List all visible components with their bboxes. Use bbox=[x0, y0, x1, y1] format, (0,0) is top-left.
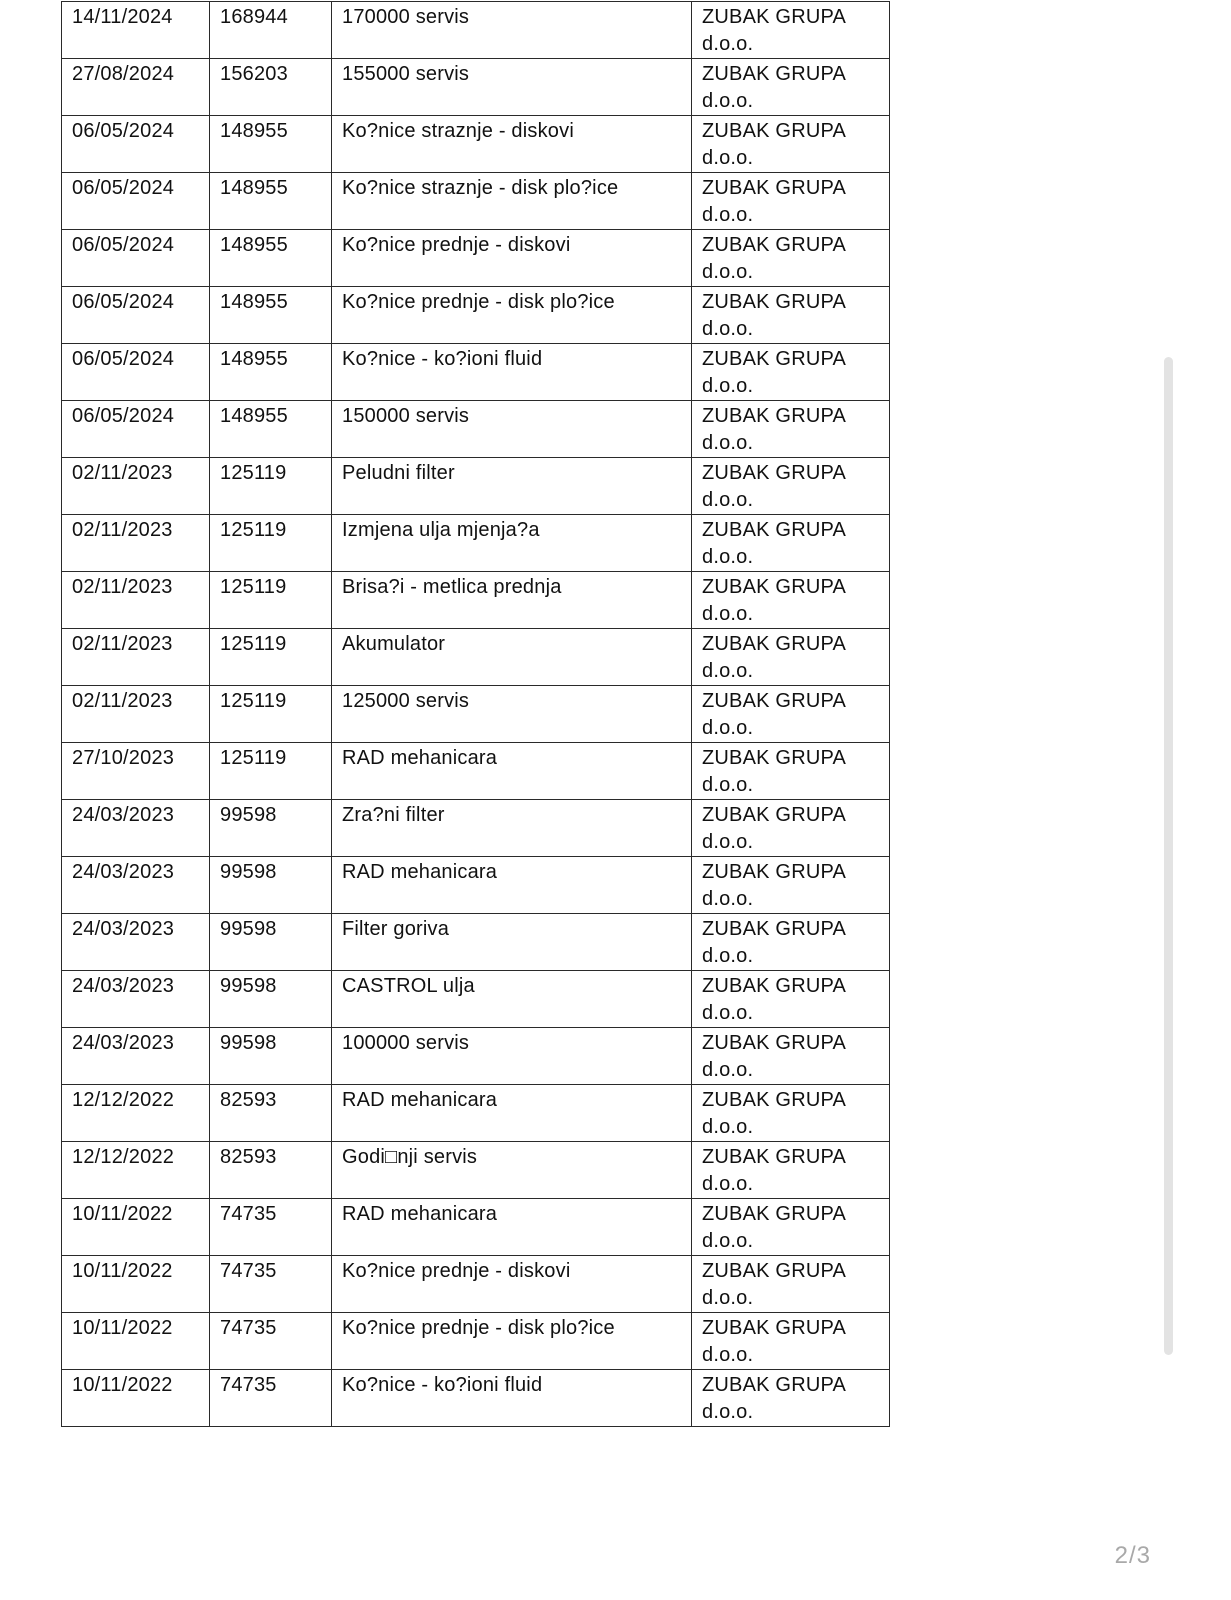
order-number-cell: 74735 bbox=[210, 1313, 332, 1370]
date-cell: 14/11/2024 bbox=[62, 2, 210, 59]
description-cell: Ko?nice prednje - diskovi bbox=[332, 230, 692, 287]
description-cell: Akumulator bbox=[332, 629, 692, 686]
company-cell bbox=[692, 1313, 890, 1370]
company-name: ZUBAK GRUPA bbox=[702, 975, 847, 997]
date-cell: 24/03/2023 bbox=[62, 857, 210, 914]
order-number-cell: 156203 bbox=[210, 59, 332, 116]
company-suffix: d.o.o. bbox=[702, 1059, 754, 1081]
company-cell bbox=[692, 800, 890, 857]
company-name: ZUBAK GRUPA bbox=[702, 861, 847, 883]
company-name: ZUBAK GRUPA bbox=[702, 1374, 847, 1396]
date-cell: 02/11/2023 bbox=[62, 572, 210, 629]
company-name: ZUBAK GRUPA bbox=[702, 405, 847, 427]
company-cell bbox=[692, 1256, 890, 1313]
order-number-cell: 99598 bbox=[210, 914, 332, 971]
company-name: ZUBAK GRUPA bbox=[702, 234, 847, 256]
description-cell: 150000 servis bbox=[332, 401, 692, 458]
company-cell bbox=[692, 2, 890, 59]
company-suffix: d.o.o. bbox=[702, 831, 754, 853]
date-cell: 06/05/2024 bbox=[62, 287, 210, 344]
company-name: ZUBAK GRUPA bbox=[702, 804, 847, 826]
company-cell bbox=[692, 59, 890, 116]
date-cell: 12/12/2022 bbox=[62, 1085, 210, 1142]
date-cell: 10/11/2022 bbox=[62, 1199, 210, 1256]
company-cell bbox=[692, 572, 890, 629]
date-cell: 24/03/2023 bbox=[62, 1028, 210, 1085]
company-suffix: d.o.o. bbox=[702, 90, 754, 112]
service-history-table bbox=[61, 1, 890, 1427]
table-row bbox=[62, 1370, 890, 1427]
company-name: ZUBAK GRUPA bbox=[702, 1203, 847, 1225]
company-suffix: d.o.o. bbox=[702, 1344, 754, 1366]
description-cell: Ko?nice prednje - diskovi bbox=[332, 1256, 692, 1313]
company-name: ZUBAK GRUPA bbox=[702, 633, 847, 655]
description-cell: 125000 servis bbox=[332, 686, 692, 743]
description-cell: 170000 servis bbox=[332, 2, 692, 59]
company-name: ZUBAK GRUPA bbox=[702, 690, 847, 712]
date-cell: 24/03/2023 bbox=[62, 800, 210, 857]
description-cell: Ko?nice prednje - disk plo?ice bbox=[332, 1313, 692, 1370]
order-number-cell: 99598 bbox=[210, 857, 332, 914]
table-row bbox=[62, 401, 890, 458]
order-number-cell: 125119 bbox=[210, 686, 332, 743]
company-cell bbox=[692, 1142, 890, 1199]
page-indicator: 2/3 bbox=[1114, 1542, 1151, 1569]
company-name: ZUBAK GRUPA bbox=[702, 918, 847, 940]
date-cell: 24/03/2023 bbox=[62, 914, 210, 971]
description-cell: Filter goriva bbox=[332, 914, 692, 971]
date-cell: 10/11/2022 bbox=[62, 1370, 210, 1427]
order-number-cell: 74735 bbox=[210, 1256, 332, 1313]
order-number-cell: 125119 bbox=[210, 515, 332, 572]
table-row bbox=[62, 1256, 890, 1313]
company-suffix: d.o.o. bbox=[702, 432, 754, 454]
company-suffix: d.o.o. bbox=[702, 888, 754, 910]
company-suffix: d.o.o. bbox=[702, 375, 754, 397]
company-cell bbox=[692, 230, 890, 287]
table-row bbox=[62, 629, 890, 686]
company-cell bbox=[692, 1028, 890, 1085]
order-number-cell: 82593 bbox=[210, 1142, 332, 1199]
date-cell: 27/08/2024 bbox=[62, 59, 210, 116]
table-row bbox=[62, 458, 890, 515]
table-row bbox=[62, 287, 890, 344]
table-row bbox=[62, 914, 890, 971]
company-cell bbox=[692, 287, 890, 344]
description-cell: Godi□nji servis bbox=[332, 1142, 692, 1199]
order-number-cell: 168944 bbox=[210, 2, 332, 59]
company-name: ZUBAK GRUPA bbox=[702, 6, 847, 28]
table-row bbox=[62, 1028, 890, 1085]
company-name: ZUBAK GRUPA bbox=[702, 1146, 847, 1168]
company-cell bbox=[692, 1085, 890, 1142]
company-suffix: d.o.o. bbox=[702, 1116, 754, 1138]
order-number-cell: 125119 bbox=[210, 458, 332, 515]
table-row bbox=[62, 2, 890, 59]
company-suffix: d.o.o. bbox=[702, 1287, 754, 1309]
table-row bbox=[62, 173, 890, 230]
description-cell: RAD mehanicara bbox=[332, 1085, 692, 1142]
table-row bbox=[62, 1085, 890, 1142]
order-number-cell: 148955 bbox=[210, 173, 332, 230]
company-name: ZUBAK GRUPA bbox=[702, 576, 847, 598]
company-cell bbox=[692, 1370, 890, 1427]
table-row bbox=[62, 800, 890, 857]
company-cell bbox=[692, 857, 890, 914]
order-number-cell: 148955 bbox=[210, 401, 332, 458]
table-row bbox=[62, 59, 890, 116]
order-number-cell: 74735 bbox=[210, 1370, 332, 1427]
company-cell bbox=[692, 401, 890, 458]
order-number-cell: 125119 bbox=[210, 743, 332, 800]
company-name: ZUBAK GRUPA bbox=[702, 348, 847, 370]
company-cell bbox=[692, 971, 890, 1028]
description-cell: Ko?nice straznje - disk plo?ice bbox=[332, 173, 692, 230]
company-cell bbox=[692, 629, 890, 686]
table-row bbox=[62, 116, 890, 173]
order-number-cell: 148955 bbox=[210, 344, 332, 401]
company-cell bbox=[692, 173, 890, 230]
company-name: ZUBAK GRUPA bbox=[702, 1032, 847, 1054]
table-row bbox=[62, 1199, 890, 1256]
table-row bbox=[62, 344, 890, 401]
description-cell: 100000 servis bbox=[332, 1028, 692, 1085]
company-suffix: d.o.o. bbox=[702, 1401, 754, 1423]
date-cell: 02/11/2023 bbox=[62, 629, 210, 686]
date-cell: 10/11/2022 bbox=[62, 1256, 210, 1313]
description-cell: RAD mehanicara bbox=[332, 743, 692, 800]
company-suffix: d.o.o. bbox=[702, 945, 754, 967]
company-cell bbox=[692, 515, 890, 572]
date-cell: 06/05/2024 bbox=[62, 116, 210, 173]
date-cell: 02/11/2023 bbox=[62, 686, 210, 743]
company-name: ZUBAK GRUPA bbox=[702, 120, 847, 142]
date-cell: 27/10/2023 bbox=[62, 743, 210, 800]
company-cell bbox=[692, 743, 890, 800]
order-number-cell: 99598 bbox=[210, 971, 332, 1028]
company-suffix: d.o.o. bbox=[702, 774, 754, 796]
company-suffix: d.o.o. bbox=[702, 33, 754, 55]
description-cell: Izmjena ulja mjenja?a bbox=[332, 515, 692, 572]
date-cell: 12/12/2022 bbox=[62, 1142, 210, 1199]
date-cell: 06/05/2024 bbox=[62, 173, 210, 230]
table-row bbox=[62, 857, 890, 914]
date-cell: 24/03/2023 bbox=[62, 971, 210, 1028]
company-suffix: d.o.o. bbox=[702, 489, 754, 511]
order-number-cell: 82593 bbox=[210, 1085, 332, 1142]
company-name: ZUBAK GRUPA bbox=[702, 1260, 847, 1282]
company-suffix: d.o.o. bbox=[702, 717, 754, 739]
description-cell: Zra?ni filter bbox=[332, 800, 692, 857]
description-cell: Ko?nice straznje - diskovi bbox=[332, 116, 692, 173]
company-suffix: d.o.o. bbox=[702, 546, 754, 568]
date-cell: 06/05/2024 bbox=[62, 230, 210, 287]
company-cell bbox=[692, 458, 890, 515]
table-row bbox=[62, 1142, 890, 1199]
date-cell: 02/11/2023 bbox=[62, 515, 210, 572]
company-cell bbox=[692, 344, 890, 401]
table-row bbox=[62, 1313, 890, 1370]
company-suffix: d.o.o. bbox=[702, 1173, 754, 1195]
order-number-cell: 99598 bbox=[210, 800, 332, 857]
date-cell: 10/11/2022 bbox=[62, 1313, 210, 1370]
description-cell: Ko?nice prednje - disk plo?ice bbox=[332, 287, 692, 344]
order-number-cell: 99598 bbox=[210, 1028, 332, 1085]
date-cell: 06/05/2024 bbox=[62, 344, 210, 401]
description-cell: Peludni filter bbox=[332, 458, 692, 515]
company-suffix: d.o.o. bbox=[702, 318, 754, 340]
description-cell: Ko?nice - ko?ioni fluid bbox=[332, 344, 692, 401]
table-row bbox=[62, 686, 890, 743]
description-cell: Brisa?i - metlica prednja bbox=[332, 572, 692, 629]
company-name: ZUBAK GRUPA bbox=[702, 63, 847, 85]
company-cell bbox=[692, 914, 890, 971]
order-number-cell: 74735 bbox=[210, 1199, 332, 1256]
company-cell bbox=[692, 686, 890, 743]
description-cell: RAD mehanicara bbox=[332, 857, 692, 914]
description-cell: 155000 servis bbox=[332, 59, 692, 116]
company-name: ZUBAK GRUPA bbox=[702, 462, 847, 484]
company-name: ZUBAK GRUPA bbox=[702, 1317, 847, 1339]
company-name: ZUBAK GRUPA bbox=[702, 747, 847, 769]
table-row bbox=[62, 743, 890, 800]
company-suffix: d.o.o. bbox=[702, 603, 754, 625]
company-name: ZUBAK GRUPA bbox=[702, 291, 847, 313]
description-cell: Ko?nice - ko?ioni fluid bbox=[332, 1370, 692, 1427]
order-number-cell: 148955 bbox=[210, 116, 332, 173]
order-number-cell: 125119 bbox=[210, 629, 332, 686]
company-suffix: d.o.o. bbox=[702, 1002, 754, 1024]
company-name: ZUBAK GRUPA bbox=[702, 519, 847, 541]
company-name: ZUBAK GRUPA bbox=[702, 1089, 847, 1111]
description-cell: RAD mehanicara bbox=[332, 1199, 692, 1256]
order-number-cell: 148955 bbox=[210, 230, 332, 287]
company-suffix: d.o.o. bbox=[702, 204, 754, 226]
table-row bbox=[62, 230, 890, 287]
order-number-cell: 125119 bbox=[210, 572, 332, 629]
order-number-cell: 148955 bbox=[210, 287, 332, 344]
table-row bbox=[62, 572, 890, 629]
table-body bbox=[62, 2, 890, 1427]
table-row bbox=[62, 515, 890, 572]
company-suffix: d.o.o. bbox=[702, 660, 754, 682]
scrollbar-thumb[interactable] bbox=[1164, 357, 1173, 1355]
company-cell bbox=[692, 116, 890, 173]
company-suffix: d.o.o. bbox=[702, 147, 754, 169]
date-cell: 02/11/2023 bbox=[62, 458, 210, 515]
company-cell bbox=[692, 1199, 890, 1256]
date-cell: 06/05/2024 bbox=[62, 401, 210, 458]
company-suffix: d.o.o. bbox=[702, 1230, 754, 1252]
table-row bbox=[62, 971, 890, 1028]
company-suffix: d.o.o. bbox=[702, 261, 754, 283]
company-name: ZUBAK GRUPA bbox=[702, 177, 847, 199]
description-cell: CASTROL ulja bbox=[332, 971, 692, 1028]
